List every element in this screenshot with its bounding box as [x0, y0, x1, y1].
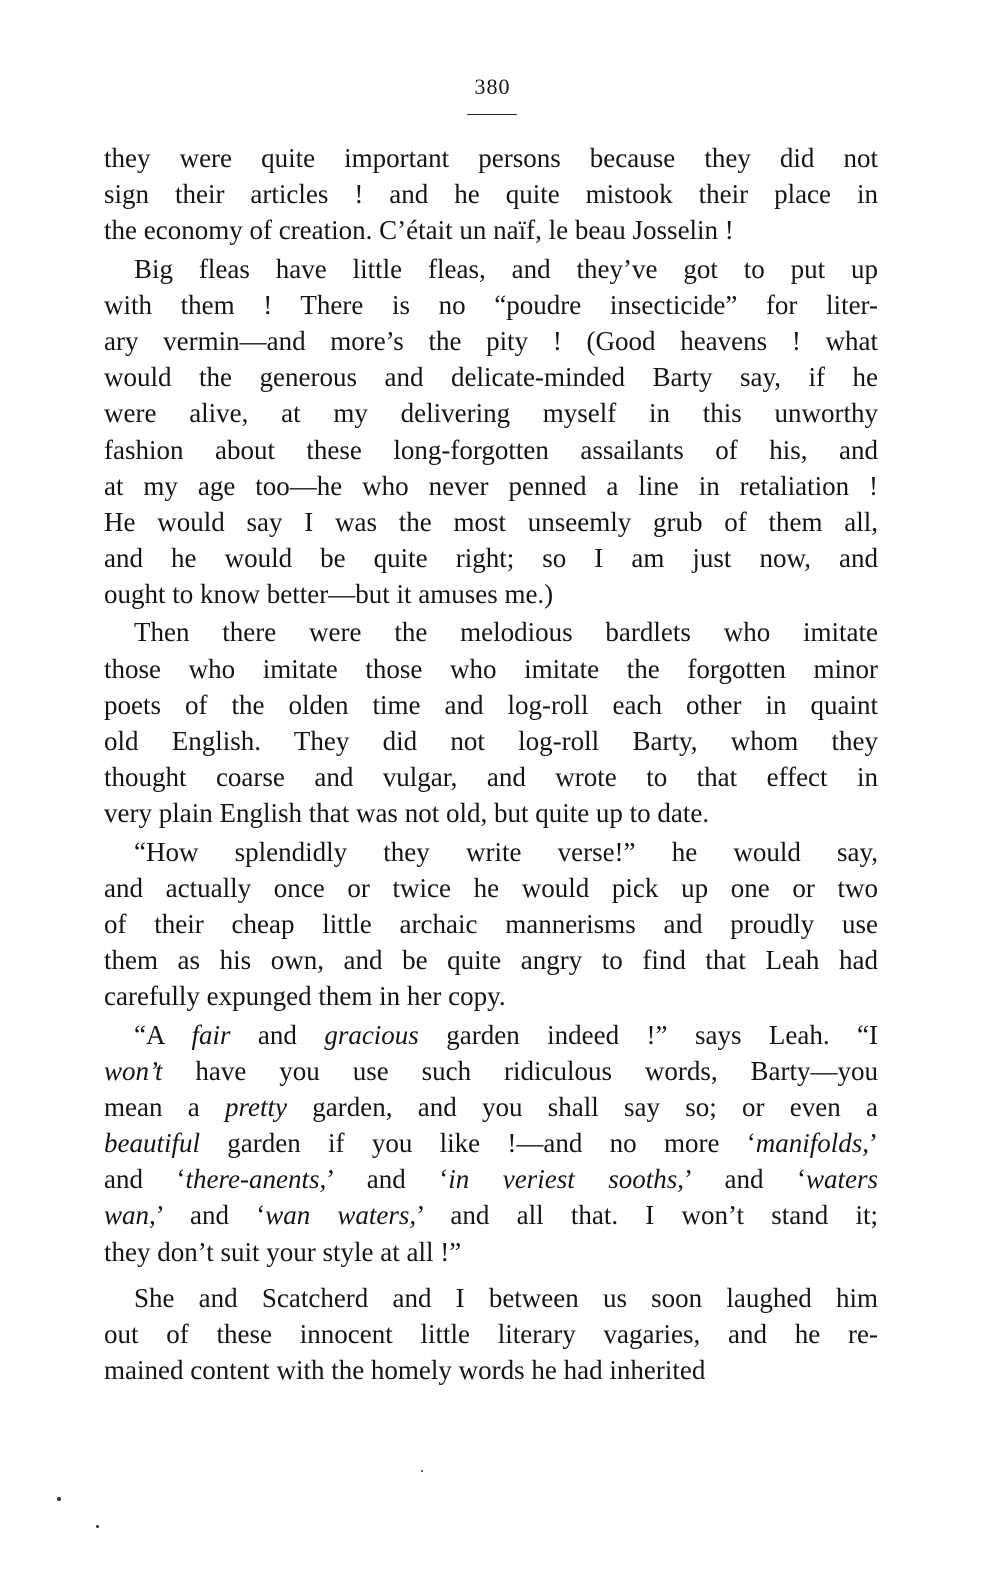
print-speck [57, 1497, 61, 1501]
page-number: 380 [474, 74, 511, 99]
text-run: mean a [104, 1091, 225, 1122]
text-line: sign their articles ! and he quite mistook their place in [104, 179, 878, 210]
text-line [104, 1161, 878, 1197]
text-run: garden if you like !—and no more ‘ [200, 1128, 756, 1159]
header-rule [467, 114, 517, 115]
text-line: were alive, at my delivering myself in this unworthy [104, 398, 878, 429]
text-run: “A [134, 1019, 192, 1050]
text-line: and he would be quite right; so I am just now, and [104, 543, 878, 574]
text-line: He would say I was the most unseemly grub of them all, [104, 506, 878, 537]
text-line: out of these innocent little literary vagaries, and he re- [104, 1319, 878, 1349]
italic-text: wan, [104, 1200, 156, 1231]
text-run: and ‘ [104, 1164, 186, 1195]
text-line: Big fleas have little fleas, and they’ve got to put up [134, 253, 878, 284]
text-line: at my age too—he who never penned a line in retaliation ! [104, 470, 878, 501]
italic-text: pretty [224, 1091, 287, 1122]
text-line [104, 1053, 878, 1089]
text-line: and actually once or twice he would pick up one or two [104, 872, 878, 903]
text-line [104, 1017, 878, 1053]
text-line: those who imitate those who imitate the forgotten minor [104, 653, 878, 684]
italic-text: fair [191, 1019, 231, 1050]
text-line: carefully expunged them in her copy. [104, 981, 506, 1012]
text-run: garden, and you shall say so; or even a [286, 1091, 878, 1122]
body-text [104, 140, 878, 1388]
text-run: ’ and ‘ [326, 1164, 449, 1195]
italic-text: waters [805, 1164, 878, 1195]
text-line: ary vermin—and more’s the pity ! (Good heavens ! what [104, 325, 878, 356]
text-run: they don’t suit your style at all !” [104, 1236, 462, 1267]
italic-text: wan waters, [265, 1200, 417, 1231]
italic-text: there-anents, [185, 1164, 327, 1195]
text-line: thought coarse and vulgar, and wrote to that effect in [104, 762, 878, 793]
text-line [104, 1234, 878, 1270]
italic-text: won’t [104, 1055, 163, 1086]
text-line: fashion about these long-forgotten assailants of his, and [104, 434, 878, 465]
text-run: ’ and all that. I won’t stand it; [416, 1200, 878, 1231]
text-line: with them ! There is no “poudre insecticide” for liter- [104, 289, 878, 320]
text-line [104, 1089, 878, 1125]
text-line: would the generous and delicate-minded Barty say, if he [104, 362, 878, 393]
italic-text: gracious [324, 1019, 419, 1050]
italic-text: beautiful [104, 1128, 200, 1159]
print-speck [421, 1470, 423, 1472]
text-line: the economy of creation. C’était un naïf, le beau Josselin ! [104, 215, 734, 246]
text-line: them as his own, and be quite angry to find that Leah had [104, 945, 878, 976]
text-line: “How splendidly they write verse!” he would say, [134, 836, 878, 867]
text-run: ’ [869, 1128, 878, 1159]
text-run: ’ and ‘ [155, 1200, 266, 1231]
text-line: ought to know better—but it amuses me.) [104, 579, 554, 610]
print-speck [96, 1525, 99, 1528]
italic-text: in veriest sooths, [448, 1164, 684, 1195]
text-line: very plain English that was not old, but quite up to date. [104, 798, 710, 829]
text-line: of their cheap little archaic mannerisms and proudly use [104, 908, 878, 939]
text-line: old English. They did not log-roll Barty, whom they [104, 726, 878, 756]
text-line [104, 1125, 878, 1161]
text-line: mained content with the homely words he had inherited [104, 1355, 706, 1386]
italic-text: manifolds, [755, 1128, 869, 1159]
text-line: She and Scatcherd and I between us soon laughed him [134, 1282, 878, 1313]
text-run: and [230, 1019, 325, 1050]
text-run: ’ and ‘ [683, 1164, 806, 1195]
text-line [104, 1197, 878, 1233]
text-run: garden indeed !” says Leah. “I [418, 1019, 878, 1050]
text-line: Then there were the melodious bardlets who imitate [134, 617, 878, 648]
text-run: have you use such ridiculous words, Barty—you [162, 1055, 878, 1086]
text-line: poets of the olden time and log-roll each other in quaint [104, 689, 878, 720]
text-line: they were quite important persons because they did not [104, 143, 878, 173]
